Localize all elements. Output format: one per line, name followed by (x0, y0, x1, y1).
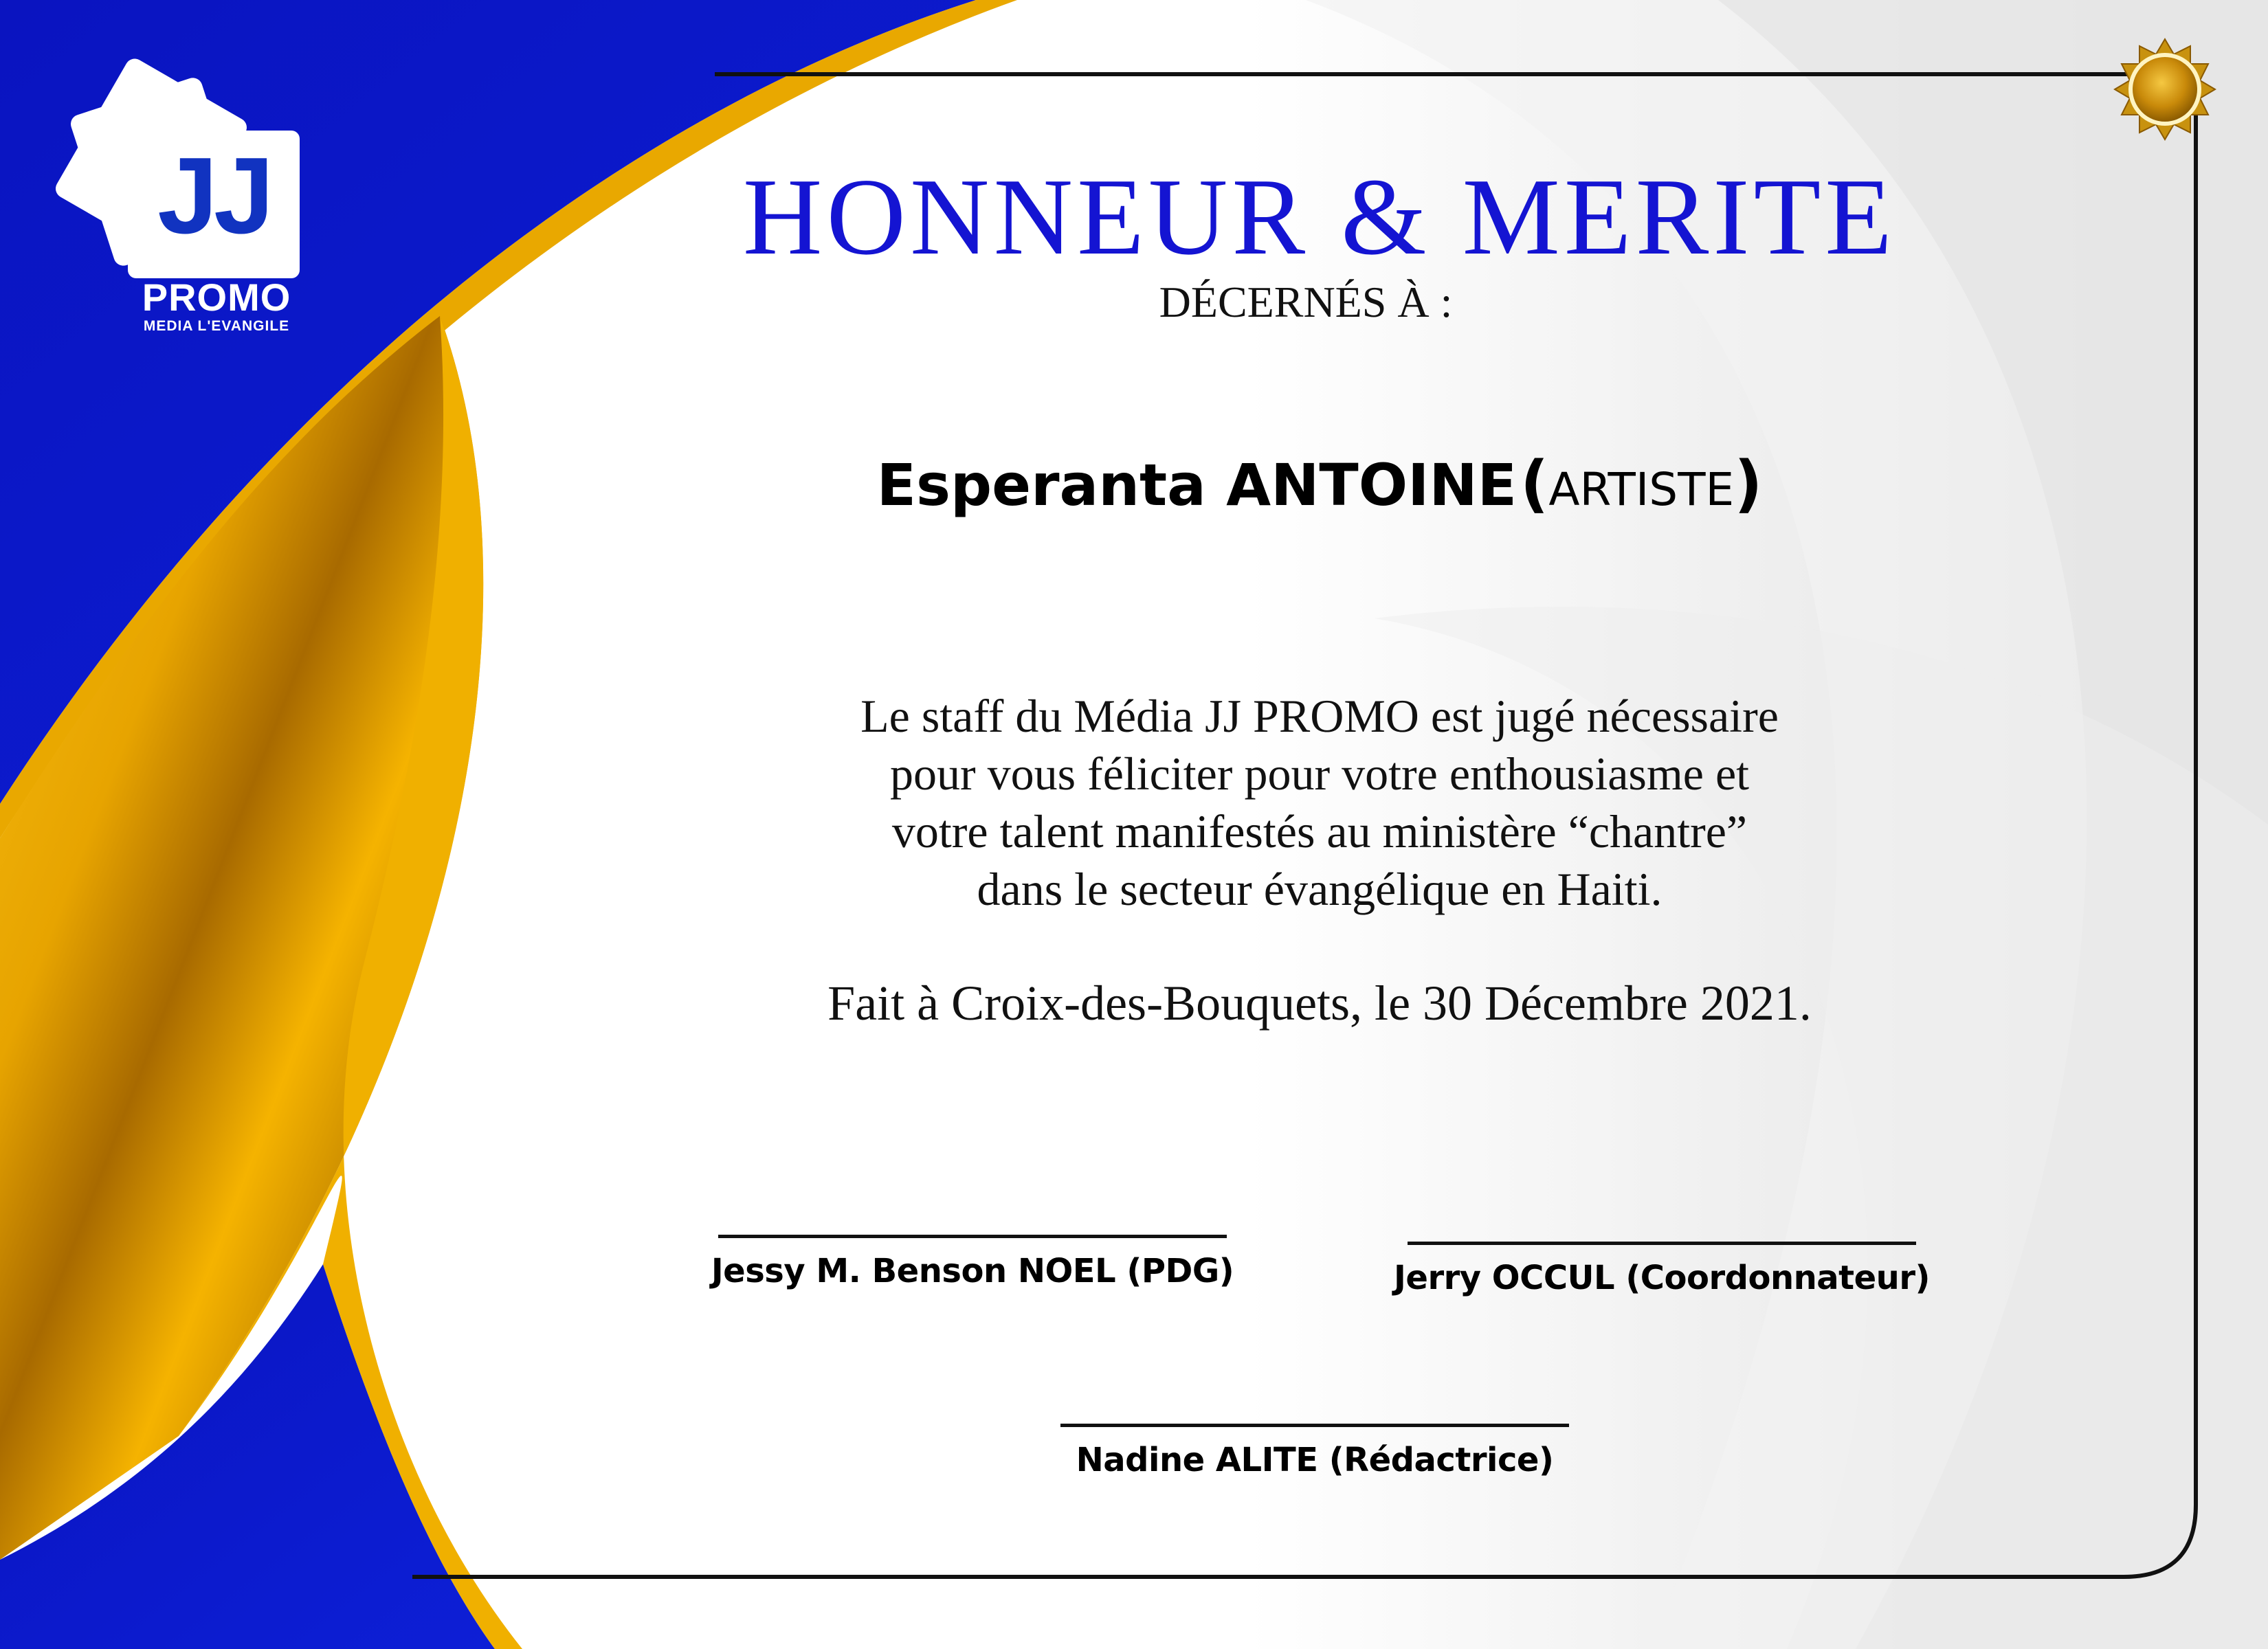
recipient-close-paren: ) (1734, 448, 1763, 520)
signature-block-redactrice (1019, 1424, 1610, 1479)
recipient-line (687, 440, 1952, 546)
signature-block-pdg (677, 1235, 1268, 1290)
body-line: votre talent manifestés au ministère “chantre” (891, 805, 1748, 857)
logo-wordmark: PROMO (142, 276, 291, 319)
certificate-body (687, 687, 1952, 918)
place-and-date: Fait à Croix-des-Bouquets, le 30 Décembre 2021. (827, 976, 1812, 1031)
certificate-subtitle: DÉCERNÉS À : (1159, 278, 1453, 326)
recipient-open-paren: ( (1520, 448, 1549, 520)
signature-line (1060, 1424, 1569, 1427)
signatory-name: Jessy M. Benson NOEL (PDG) (711, 1252, 1234, 1290)
signatory-name: Jerry OCCUL (Coordonnateur) (1394, 1259, 1930, 1297)
recipient-name: Esperanta ANTOINE (876, 451, 1517, 519)
logo-tagline: MEDIA L'EVANGILE (143, 318, 290, 334)
signatory-name: Nadine ALITE (Rédactrice) (1076, 1441, 1554, 1479)
jj-promo-logo (69, 58, 309, 347)
body-line: Le staff du Média JJ PROMO est jugé nécessaire (860, 690, 1779, 742)
recipient-role: ARTISTE (1548, 463, 1735, 516)
signature-line (1408, 1242, 1916, 1245)
body-line: pour vous féliciter pour votre enthousiasme et (889, 748, 1750, 800)
certificate-title: HONNEUR & MERITE (742, 155, 1897, 278)
gold-seal-icon (2113, 38, 2216, 141)
body-line: dans le secteur évangélique en Haiti. (977, 863, 1663, 915)
signature-line (718, 1235, 1227, 1238)
signature-block-coordonnateur (1366, 1242, 1957, 1297)
logo-mark: JJ (157, 135, 270, 256)
